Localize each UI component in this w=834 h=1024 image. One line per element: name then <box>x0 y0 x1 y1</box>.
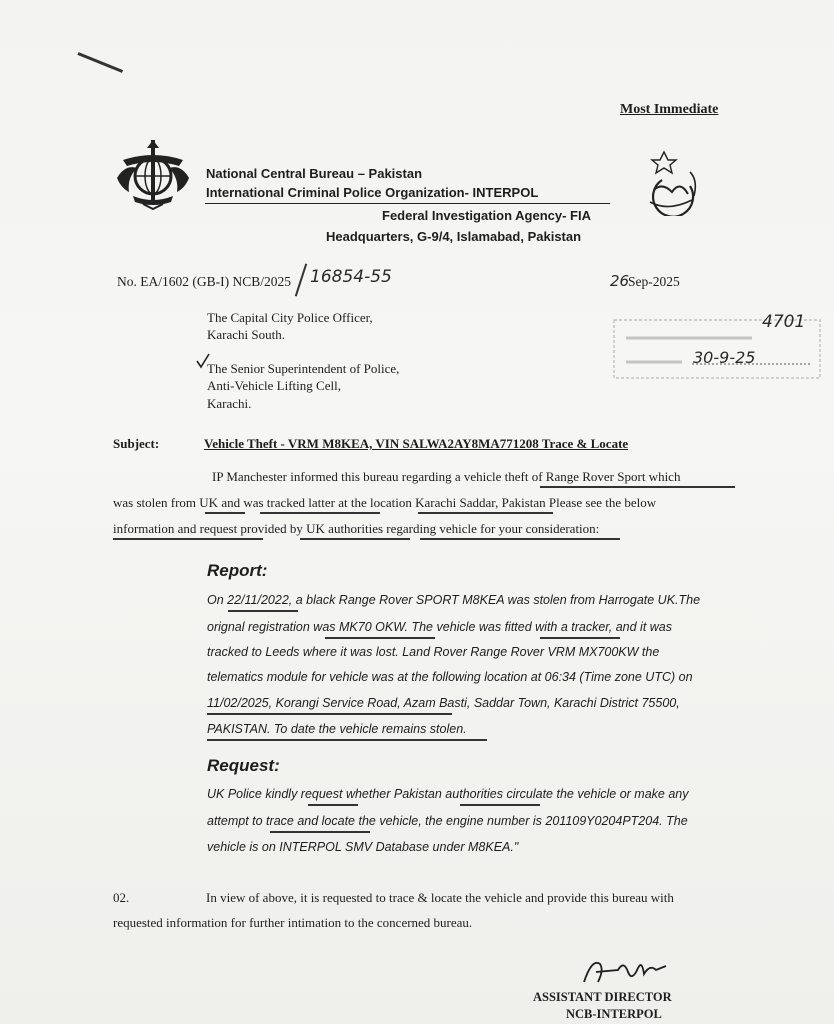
pen-underline <box>207 739 487 741</box>
org-line-4: Headquarters, G-9/4, Islamabad, Pakistan <box>326 229 582 244</box>
subject-label: Subject: <box>113 436 160 451</box>
signature-icon <box>578 952 668 990</box>
date-month-year: Sep-2025 <box>628 274 680 289</box>
org-line-1: National Central Bureau – Pakistan <box>206 166 423 181</box>
pen-mark <box>77 52 123 73</box>
report-line: PAKISTAN. To date the vehicle remains stolen. <box>207 722 467 736</box>
para2-line-1: In view of above, it is requested to trace & locate the vehicle and provide this bureau with <box>206 890 674 905</box>
pen-underline <box>308 804 358 806</box>
report-line: telematics module for vehicle was at the following location at 06:34 (Time zone UTC) on <box>207 670 693 684</box>
request-line: attempt to trace and locate the vehicle, the engine number is 201109Y0204PT204. The <box>207 814 688 828</box>
addressee-2-line-3: Karachi. <box>207 396 252 411</box>
pen-underline <box>300 538 410 540</box>
addressee-2-line-2: Anti-Vehicle Lifting Cell, <box>207 378 341 393</box>
para-number: 02. <box>113 890 130 905</box>
pen-underline <box>420 538 620 540</box>
request-line: UK Police kindly request whether Pakistan authorities circulate the vehicle or make any <box>207 787 689 801</box>
report-line: orignal registration was MK70 OKW. The vehicle was fitted with a tracker, and it was <box>207 620 673 634</box>
signatory-designation: ASSISTANT DIRECTOR <box>533 990 672 1004</box>
pen-underline <box>207 713 452 715</box>
date-day: 26 <box>610 272 630 290</box>
pen-underline <box>540 486 735 488</box>
report-heading: Report: <box>207 561 268 580</box>
addressee-1-line-1: The Capital City Police Officer, <box>207 310 373 325</box>
org-line-3: Federal Investigation Agency- FIA <box>382 208 592 223</box>
interpol-logo-icon <box>113 138 193 210</box>
stamp-date: 30-9-25 <box>693 348 756 367</box>
ref-slash-mark <box>295 264 307 297</box>
request-line: vehicle is on INTERPOL SMV Database under M8KEA." <box>207 840 519 854</box>
pen-underline <box>418 512 553 514</box>
header-divider <box>205 203 610 204</box>
para1-line-1: IP Manchester informed this bureau regarding a vehicle theft of Range Rover Sport which <box>212 469 681 484</box>
pen-underline <box>205 512 245 514</box>
para1-line-2: was stolen from UK and was tracked latter at the location Karachi Saddar, Pakistan Please see the below <box>113 495 657 510</box>
signatory-office: NCB-INTERPOL <box>566 1007 662 1021</box>
report-line: On 22/11/2022, a black Range Rover SPORT M8KEA was stolen from Harrogate UK.The <box>207 593 701 607</box>
pen-underline <box>460 804 540 806</box>
subject-text: Vehicle Theft - VRM M8KEA, VIN SALWA2AY8MA771208 Trace & Locate <box>204 436 629 451</box>
addressee-2-line-1: The Senior Superintendent of Police, <box>207 361 400 376</box>
pen-underline <box>325 637 435 639</box>
pen-underline <box>270 831 370 833</box>
priority-label: Most Immediate <box>620 102 719 117</box>
pen-underline <box>228 610 298 612</box>
report-line: tracked to Leeds where it was lost. Land Rover Range Rover VRM MX700KW the <box>207 645 660 659</box>
pen-underline <box>540 637 620 639</box>
report-line: 11/02/2025, Korangi Service Road, Azam Basti, Saddar Town, Karachi District 75500, <box>207 696 680 710</box>
handwritten-dispatch-number: 16854-55 <box>310 267 392 287</box>
pen-underline <box>113 538 263 540</box>
stamp-diary-number: 4701 <box>762 312 806 332</box>
reference-number: No. EA/1602 (GB-I) NCB/2025 <box>117 274 291 289</box>
fia-emblem-icon <box>632 150 708 216</box>
addressee-1-line-2: Karachi South. <box>207 327 285 342</box>
request-heading: Request: <box>207 756 280 775</box>
pen-underline <box>260 512 380 514</box>
para2-line-2: requested information for further intimation to the concerned bureau. <box>113 915 473 930</box>
para1-line-3: information and request provided by UK authorities regarding vehicle for your consideration: <box>113 521 600 536</box>
org-line-2: International Criminal Police Organization- INTERPOL <box>206 185 539 200</box>
